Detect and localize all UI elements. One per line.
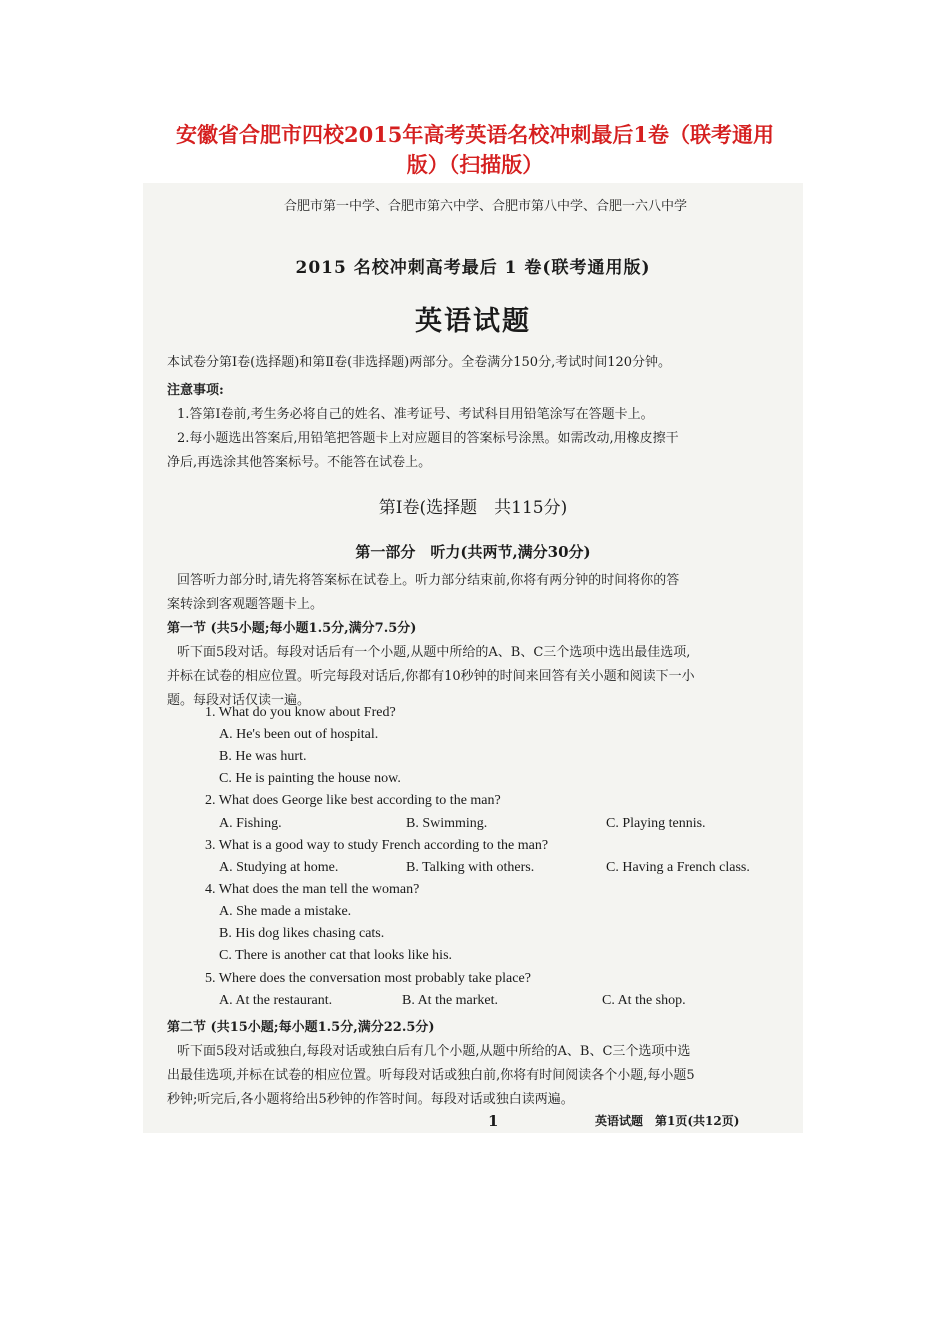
document-title-line-1: 安徽省合肥市四校2015年高考英语名校冲刺最后1卷（联考通用 bbox=[175, 122, 775, 147]
question-1: 1. What do you know about Fred? bbox=[205, 705, 396, 720]
question-4-option-b: B. His dog likes chasing cats. bbox=[219, 926, 385, 941]
question-5-option-c: C. At the shop. bbox=[602, 993, 686, 1008]
part-1-intro-cont: 案转涂到客观题答题卡上。 bbox=[167, 597, 324, 612]
question-4-option-a: A. She made a mistake. bbox=[219, 904, 352, 919]
sub-section-2-label bbox=[167, 1016, 435, 1035]
question-3-option-b: B. Talking with others. bbox=[406, 860, 535, 875]
sub-section-1-score: (共5小题;每小题1.5分,满分7.5分) bbox=[210, 621, 417, 636]
part-1-title: 第一部分 听力(共两节,满分30分) bbox=[355, 543, 591, 561]
subject-title: 英语试题 bbox=[415, 306, 531, 337]
document-title bbox=[150, 120, 800, 180]
question-3-option-c: C. Having a French class. bbox=[606, 860, 750, 875]
sub-section-1-name: 第一节 bbox=[167, 621, 207, 636]
question-5: 5. Where does the conversation most probably take place? bbox=[205, 971, 531, 986]
section-1-title: 第Ⅰ卷(选择题 共115分) bbox=[378, 498, 568, 518]
question-3: 3. What is a good way to study French according to the man? bbox=[205, 838, 549, 853]
sub-section-2-instruction: 听下面5段对话或独白,每段对话或独白后有几个小题,从题中所给的A、B、C三个选项中选 bbox=[177, 1044, 691, 1059]
notice-heading: 注意事项: bbox=[167, 383, 224, 398]
question-2-option-a: A. Fishing. bbox=[219, 816, 282, 831]
page-number: 1 bbox=[488, 1112, 499, 1130]
question-5-option-b: B. At the market. bbox=[402, 993, 499, 1008]
document-title-line-2: 版）（扫描版） bbox=[406, 152, 544, 177]
sub-section-2-instruction-cont: 出最佳选项,并标在试卷的相应位置。听每段对话或独白前,你将有时间阅读各个小题,每小题5 bbox=[167, 1068, 695, 1083]
sub-section-2-instruction-end: 秒钟;听完后,各小题将给出5秒钟的作答时间。每段对话或独白读两遍。 bbox=[167, 1092, 574, 1107]
exam-intro: 本试卷分第Ⅰ卷(选择题)和第Ⅱ卷(非选择题)两部分。全卷满分150分,考试时间120分钟。 bbox=[167, 355, 672, 370]
question-1-option-a: A. He's been out of hospital. bbox=[219, 727, 379, 742]
question-2-option-b: B. Swimming. bbox=[406, 816, 488, 831]
notice-item-2: 2.每小题选出答案后,用铅笔把答题卡上对应题目的答案标号涂黑。如需改动,用橡皮擦干 bbox=[177, 431, 679, 446]
sub-section-2-name: 第二节 bbox=[167, 1020, 207, 1035]
question-5-option-a: A. At the restaurant. bbox=[219, 993, 333, 1008]
question-1-option-c: C. He is painting the house now. bbox=[219, 771, 401, 786]
sub-section-2-score: (共15小题;每小题1.5分,满分22.5分) bbox=[210, 1020, 435, 1035]
sub-section-1-instruction-end: 题。每段对话仅读一遍。 bbox=[167, 693, 311, 708]
notice-item-2-cont: 净后,再选涂其他答案标号。不能答在试卷上。 bbox=[167, 455, 432, 470]
part-1-intro: 回答听力部分时,请先将答案标在试卷上。听力部分结束前,你将有两分钟的时间将你的答 bbox=[177, 573, 680, 588]
notice-item-1: 1.答第Ⅰ卷前,考生务必将自己的姓名、准考证号、考试科目用铅笔涂写在答题卡上。 bbox=[177, 407, 654, 422]
question-4: 4. What does the man tell the woman? bbox=[205, 882, 420, 897]
school-list: 合肥市第一中学、合肥市第六中学、合肥市第八中学、合肥一六八中学 bbox=[284, 199, 688, 214]
question-4-option-c: C. There is another cat that looks like his. bbox=[219, 948, 453, 963]
question-2: 2. What does George like best according to the man? bbox=[205, 793, 501, 808]
exam-name: 2015 名校冲刺高考最后 1 卷(联考通用版) bbox=[295, 258, 651, 278]
scanned-exam-page bbox=[143, 183, 803, 1133]
question-2-option-c: C. Playing tennis. bbox=[606, 816, 706, 831]
question-3-option-a: A. Studying at home. bbox=[219, 860, 339, 875]
page-footer-info: 英语试题 第1页(共12页) bbox=[595, 1114, 740, 1128]
sub-section-1-instruction: 听下面5段对话。每段对话后有一个小题,从题中所给的A、B、C三个选项中选出最佳选项, bbox=[177, 645, 691, 660]
question-1-option-b: B. He was hurt. bbox=[219, 749, 307, 764]
sub-section-1-instruction-cont: 并标在试卷的相应位置。听完每段对话后,你都有10秒钟的时间来回答有关小题和阅读下一小 bbox=[167, 669, 695, 684]
sub-section-1-label bbox=[167, 617, 416, 636]
